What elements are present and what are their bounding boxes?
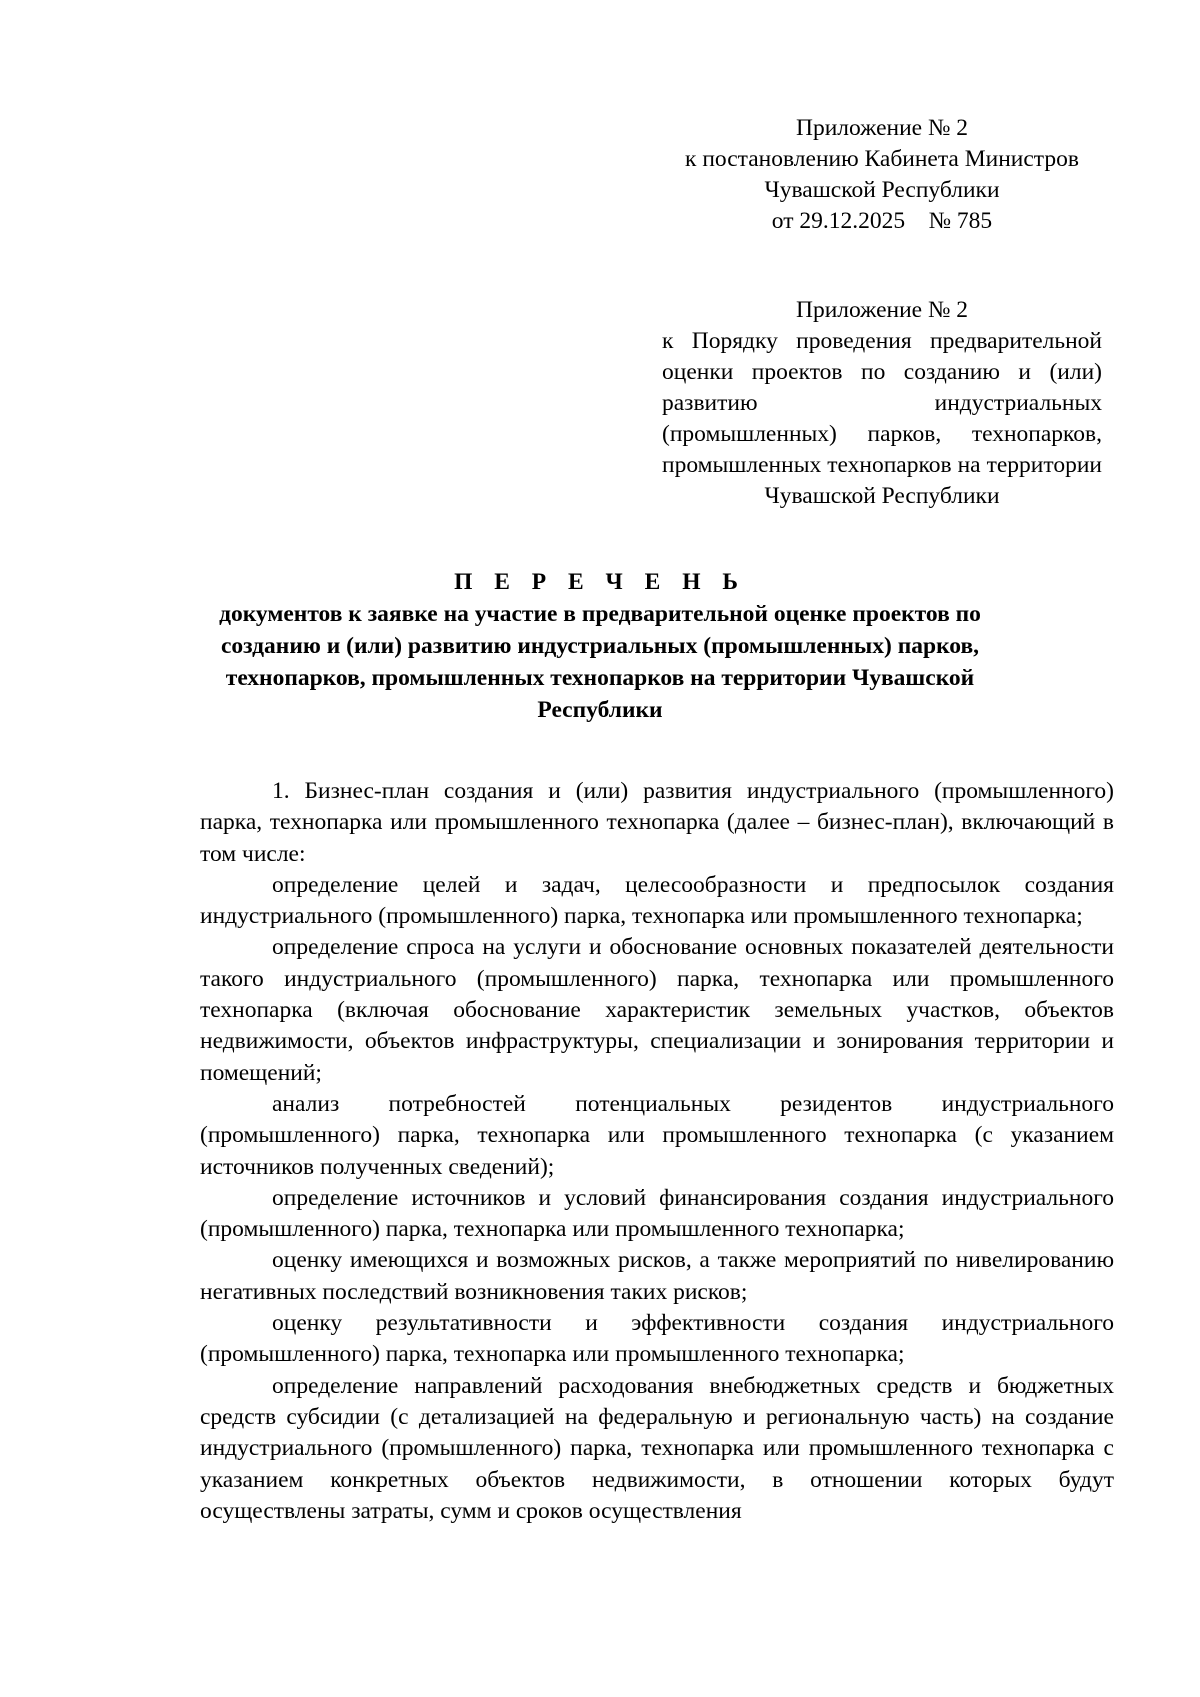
document-title: П Е Р Е Ч Е Н Ь: [454, 569, 746, 595]
appendix-order-number: Приложение № 2: [795, 297, 969, 323]
appendix-resolution-ref: к постановлению Кабинета Министров: [685, 146, 1079, 172]
appendix-order-text: к Порядку проведения предварительной оценки проектов по созданию и (или) развитию индустриальных (промышленных) парков, технопарков, промышленных технопарков на территории Чувашской Республики: [662, 328, 1102, 509]
appendix-republic: Чувашской Республики: [764, 177, 1000, 203]
appendix-date-number: от 29.12.2025 № 785: [771, 208, 993, 234]
body-paragraph-7: оценку результативности и эффективности создания индустриального (промышленного) парка, технопарка или промышленного технопарка;: [200, 1310, 1114, 1368]
document-body: [200, 776, 1114, 1527]
body-paragraph-6: оценку имеющихся и возможных рисков, а также мероприятий по нивелированию негативных последствий возникновения таких рисков;: [200, 1247, 1114, 1305]
appendix-order-block: [662, 295, 1102, 512]
appendix-number: Приложение № 2: [795, 115, 969, 141]
document-heading: [160, 566, 1040, 726]
body-paragraph-3: определение спроса на услуги и обоснование основных показателей деятельности такого индустриального (промышленного) парка, технопарка или промышленного технопарка (включая обоснование характеристик земельных участков, объектов недвижимости, объектов инфраструктуры, специализации и зонирования территории и помещений;: [200, 934, 1114, 1086]
body-paragraph-1: 1. Бизнес-план создания и (или) развития индустриального (промышленного) парка, технопарка или промышленного технопарка (далее – бизнес-план), включающий в том числе:: [200, 778, 1114, 867]
body-paragraph-2: определение целей и задач, целесообразности и предпосылок создания индустриального (промышленного) парка, технопарка или промышленного технопарка;: [200, 871, 1114, 930]
body-paragraph-4: анализ потребностей потенциальных резидентов индустриального (промышленного) парка, технопарка или промышленного технопарка (с указанием источников полученных сведений);: [200, 1090, 1114, 1180]
body-paragraph-5: определение источников и условий финансирования создания индустриального (промышленного) парка, технопарка или промышленного технопарка;: [200, 1184, 1114, 1243]
body-paragraph-8: определение направлений расходования внебюджетных средств и бюджетных средств субсидии (с детализацией на федеральную и региональную часть) на создание индустриального (промышленного) парка, технопарка или промышленного технопарка с указанием конкретных объектов недвижимости, в отношении которых будут осуществлены затраты, сумм и сроков осуществления: [200, 1372, 1114, 1524]
document-subtitle: документов к заявке на участие в предварительной оценке проектов по созданию и (или) развитию индустриальных (промышленных) парков, технопарков, промышленных технопарков на территории Чувашской Республики: [219, 601, 981, 723]
appendix-resolution-block: [662, 113, 1102, 237]
